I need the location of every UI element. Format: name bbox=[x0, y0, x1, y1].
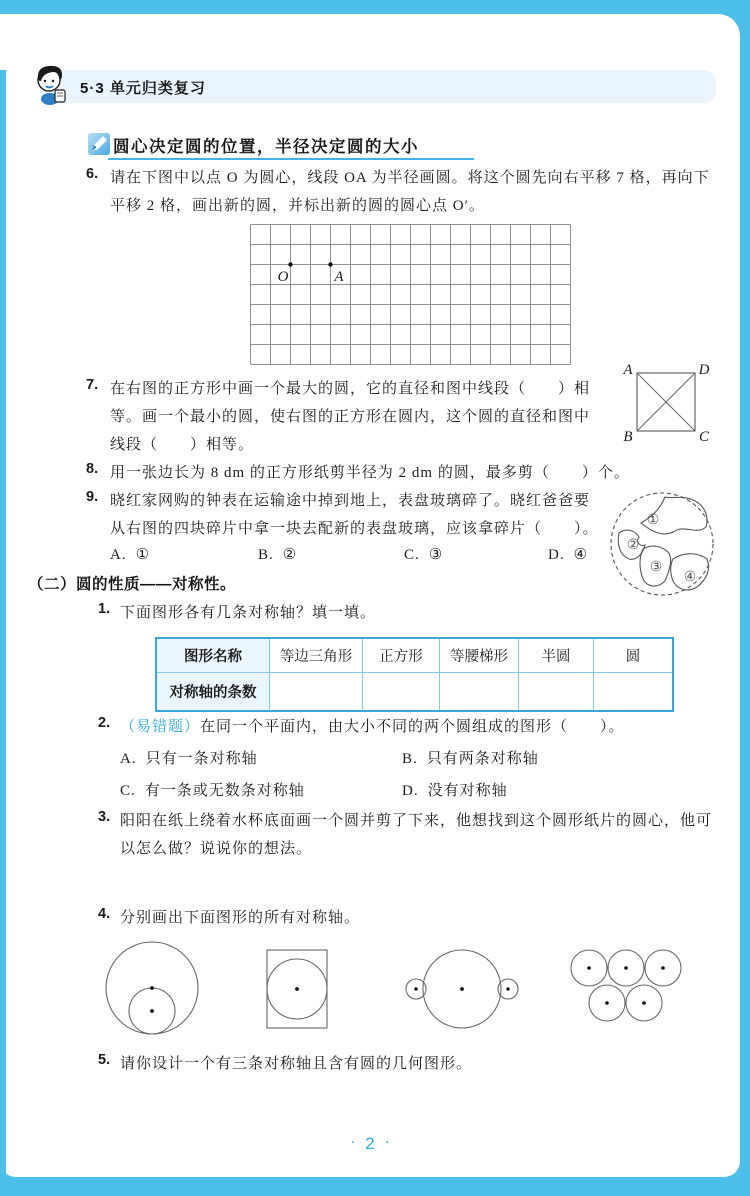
question-9-option-b bbox=[258, 545, 297, 564]
table-cell-col-5: 圆 bbox=[594, 638, 674, 673]
broken-clock-glass-figure bbox=[606, 488, 720, 602]
option-d-text: 没有对称轴 bbox=[427, 783, 508, 799]
s2-question-2-number: 2. bbox=[98, 715, 111, 731]
question-9-number: 9. bbox=[86, 489, 99, 505]
question-6-line-2: 平移 2 格，画出新的圆，并标出新的圆的圆心点 O′。 bbox=[110, 198, 485, 214]
figure-circle-with-side-circles bbox=[402, 944, 526, 1036]
note-underline bbox=[108, 158, 474, 160]
point-a-label: A bbox=[334, 269, 344, 285]
page-title: 5·3 单元归类复习 bbox=[80, 80, 206, 97]
option-b-label: B. bbox=[258, 547, 274, 563]
option-c-value: ③ bbox=[428, 547, 444, 563]
question-8-line-1: 用一张边长为 8 dm 的正方形纸剪半径为 2 dm 的圆，最多剪（ ）个。 bbox=[110, 465, 630, 481]
figure-two-internal-circles bbox=[100, 936, 206, 1040]
option-a-label: A. bbox=[110, 547, 127, 563]
option-d-label: D. bbox=[402, 783, 419, 799]
corner-b-label: B bbox=[623, 429, 633, 445]
error-prone-tag: （易错题） bbox=[120, 719, 201, 735]
s2-question-3-line-1: 阳阳在纸上绕着水杯底面画一个圆并剪了下来，他想找到这个圆形纸片的圆心，他可 bbox=[120, 813, 713, 829]
question-9-line-2: 从右图的四块碎片中拿一块去配新的表盘玻璃，应该拿碎片（ ）。 bbox=[110, 521, 599, 537]
footer-dot-left: · bbox=[350, 1135, 356, 1151]
corner-d-label: D bbox=[698, 362, 710, 378]
question-7-line-1: 在右图的正方形中画一个最大的圆，它的直径和图中线段（ ）相 bbox=[110, 381, 591, 397]
answer-cell-2[interactable] bbox=[363, 673, 440, 712]
point-o-label: O bbox=[277, 269, 289, 285]
corner-a-label: A bbox=[623, 362, 633, 378]
option-b-value: ② bbox=[282, 547, 298, 563]
s2-question-2-text bbox=[120, 715, 625, 736]
point-a-dot bbox=[328, 262, 332, 266]
s2-question-3-line-2: 以怎么做？说说你的想法。 bbox=[120, 841, 313, 857]
question-9-option-a bbox=[110, 545, 150, 564]
page-number: 2 bbox=[365, 1134, 375, 1153]
option-b-label: B. bbox=[402, 751, 418, 767]
option-a-text: 只有一条对称轴 bbox=[145, 751, 258, 767]
s2-question-5-text: 请你设计一个有三条对称轴且含有圆的几何图形。 bbox=[120, 1056, 473, 1072]
question-7-number: 7. bbox=[86, 377, 99, 393]
s2-q2-option-c bbox=[120, 779, 305, 800]
s2-question-2-stem: 在同一个平面内，由大小不同的两个圆组成的图形（ ）。 bbox=[200, 719, 625, 735]
footer-dot-right: · bbox=[384, 1135, 390, 1151]
square-with-diagonals-figure bbox=[616, 358, 712, 446]
option-c-label: C. bbox=[120, 783, 136, 799]
s2-question-1-number: 1. bbox=[98, 601, 111, 617]
s2-q2-option-a bbox=[120, 747, 258, 768]
table-cell-col-1: 等边三角形 bbox=[270, 638, 363, 673]
point-o-dot bbox=[288, 262, 292, 266]
question-9-option-d bbox=[548, 545, 588, 564]
corner-c-label: C bbox=[698, 429, 710, 445]
option-c-text: 有一条或无数条对称轴 bbox=[144, 783, 305, 799]
question-6-line-1: 请在下图中以点 O 为圆心，线段 OA 为半径画圆。将这个圆先向右平移 7 格，再向下 bbox=[110, 170, 710, 186]
left-edge-stripe bbox=[0, 70, 6, 1177]
section-2-title: （二）圆的性质——对称性。 bbox=[28, 576, 237, 593]
page-footer bbox=[0, 1134, 740, 1154]
option-d-label: D. bbox=[548, 547, 565, 563]
option-a-label: A. bbox=[120, 751, 137, 767]
question-8-number: 8. bbox=[86, 461, 99, 477]
answer-cell-5[interactable] bbox=[594, 673, 674, 712]
question-9-line-1: 晓红家网购的钟表在运输途中掉到地上，表盘玻璃碎了。晓红爸爸要 bbox=[110, 493, 591, 509]
question-6-number: 6. bbox=[86, 166, 99, 182]
grid-figure bbox=[250, 224, 572, 368]
table-cell-shape-name: 图形名称 bbox=[156, 638, 270, 673]
piece-4-label: ④ bbox=[683, 570, 697, 585]
table-answer-row bbox=[156, 673, 673, 712]
piece-1-label: ① bbox=[646, 513, 660, 528]
s2-question-4-number: 4. bbox=[98, 906, 111, 922]
symmetry-axes-table bbox=[155, 637, 674, 712]
key-point-text: 圆心决定圆的位置，半径决定圆的大小 bbox=[113, 137, 419, 156]
table-cell-col-4: 半圆 bbox=[519, 638, 594, 673]
table-header-row bbox=[156, 638, 673, 673]
pencil-icon bbox=[88, 133, 110, 155]
figure-five-circles bbox=[566, 944, 686, 1040]
option-a-value: ① bbox=[135, 547, 151, 563]
question-9-option-c bbox=[404, 545, 443, 564]
question-7-line-3: 线段（ ）相等。 bbox=[110, 437, 255, 453]
mascot-boy-icon bbox=[33, 62, 69, 106]
s2-question-3-number: 3. bbox=[98, 809, 111, 825]
s2-q2-option-d bbox=[402, 779, 508, 800]
option-c-label: C. bbox=[404, 547, 420, 563]
figure-circle-in-square bbox=[262, 944, 332, 1034]
option-b-text: 只有两条对称轴 bbox=[426, 751, 539, 767]
option-d-value: ④ bbox=[573, 547, 589, 563]
table-cell-col-2: 正方形 bbox=[363, 638, 440, 673]
piece-2-label: ② bbox=[626, 538, 640, 553]
table-cell-col-3: 等腰梯形 bbox=[440, 638, 519, 673]
answer-cell-4[interactable] bbox=[519, 673, 594, 712]
answer-cell-1[interactable] bbox=[270, 673, 363, 712]
s2-question-5-number: 5. bbox=[98, 1052, 111, 1068]
answer-cell-3[interactable] bbox=[440, 673, 519, 712]
question-7-line-2: 等。画一个最小的圆，使右图的正方形在圆内，这个圆的直径和图中 bbox=[110, 409, 591, 425]
piece-3-label: ③ bbox=[649, 560, 663, 575]
s2-question-1-text: 下面图形各有几条对称轴？填一填。 bbox=[120, 605, 377, 621]
table-cell-axes-count: 对称轴的条数 bbox=[156, 673, 270, 712]
s2-question-4-text: 分别画出下面图形的所有对称轴。 bbox=[120, 910, 361, 926]
s2-q2-option-b bbox=[402, 747, 539, 768]
